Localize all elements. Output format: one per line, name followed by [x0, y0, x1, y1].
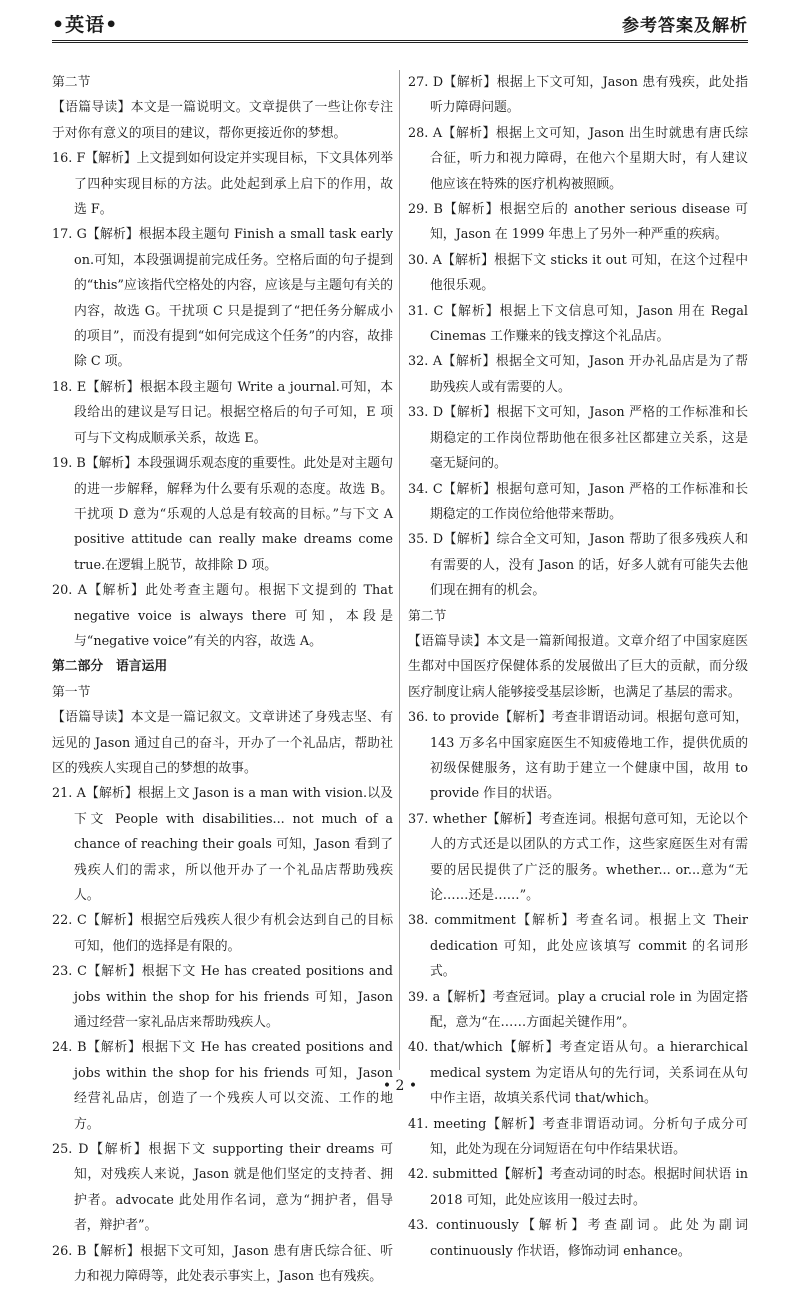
answer-item: 35. D【解析】综合全文可知，Jason 帮助了很多残疾人和有需要的人，没有 Jason 的话，好多人就有可能失去他们现在拥有的机会。: [408, 532, 748, 599]
answer-item: 42. submitted【解析】考查动词的时态。根据时间状语 in 2018 可知，此处应该用一般过去时。: [408, 1167, 748, 1208]
answer-item: 41. meeting【解析】考查非谓语动词。分析句子成分可知，此处为现在分词短语在句中作结果状语。: [408, 1116, 748, 1158]
header-title: 参考答案及解析: [622, 15, 748, 36]
answer-item: 27. D【解析】根据上下文可知，Jason 患有残疾，此处指听力障碍问题。: [408, 75, 748, 116]
subject-label: •英语•: [52, 13, 119, 36]
passage-guide: 【语篇导读】本文是一篇新闻报道。文章介绍了中国家庭医生都对中国医疗保健体系的发展做出了巨大的贡献，而分级医疗制度让病人能够接受基层诊断，也满足了基层的需求。: [408, 633, 748, 700]
answer-item: 32. A【解析】根据全文可知，Jason 开办礼品店是为了帮助残疾人或有需要的人。: [408, 354, 748, 395]
answer-item: 39. a【解析】考查冠词。play a crucial role in 为固定搭配，意为“在……方面起关键作用”。: [408, 989, 748, 1031]
answer-item: 17. G【解析】根据本段主题句 Finish a small task early on.可知，本段强调提前完成任务。空格后面的句子提到的“this”应该指代空格处的内容，应该是与主题句有关的内容，故选 G。干扰项 C 只是提到了“把任务分解成小的项目”，而没有提到“如何完成这个任务”的内容，故排除 C 项。: [52, 227, 393, 370]
page-number: • 2 •: [382, 1078, 418, 1094]
part-heading: 第二部分 语言运用: [52, 659, 168, 675]
section-heading: 第二节: [52, 75, 91, 90]
passage-guide: 【语篇导读】本文是一篇说明文。文章提供了一些让你专注于对你有意义的项目的建议，帮你更接近你的梦想。: [52, 100, 393, 141]
page-header: [52, 6, 748, 43]
answer-item: 40. that/which【解析】考查定语从句。a hierarchical medical system 为定语从句的先行词，关系词在从句中作主语，故填关系代词 that/which。: [408, 1040, 748, 1107]
section-heading: 第一节: [52, 684, 91, 700]
answer-item: 31. C【解析】根据上下文信息可知，Jason 用在 Regal Cinemas 工作赚来的钱支撑这个礼品店。: [408, 303, 748, 345]
answer-item: 33. D【解析】根据下文可知，Jason 严格的工作标准和长期稳定的工作岗位帮助他在很多社区都建立关系，这是毫无疑问的。: [408, 405, 748, 472]
answer-item: 38. commitment【解析】考查名词。根据上文 Their dedication 可知，此处应该填写 commit 的名词形式。: [408, 913, 748, 980]
answer-item: 24. B【解析】根据下文 He has created positions and jobs within the shop for his friends 可知，Jason 经营礼品店，创造了一个残疾人可以交流、工作的地方。: [52, 1040, 393, 1132]
answer-item: 34. C【解析】根据句意可知，Jason 严格的工作标准和长期稳定的工作岗位给他带来帮助。: [408, 481, 748, 522]
answer-item: 26. B【解析】根据下文可知，Jason 患有唐氏综合征、听力和视力障碍等，此处表示事实上，Jason 也有残疾。: [52, 1243, 393, 1285]
answer-item: 37. whether【解析】考查连词。根据句意可知，无论以个人的方式还是以团队的方式工作，这些家庭医生对有需要的居民提供了广泛的服务。whether... or...意为“无论……还是……”。: [408, 811, 748, 903]
passage-guide: 【语篇导读】本文是一篇记叙文。文章讲述了身残志坚、有远见的 Jason 通过自己的奋斗，开办了一个礼品店，帮助社区的残疾人实现自己的梦想的故事。: [52, 710, 393, 776]
answer-item: 18. E【解析】根据本段主题句 Write a journal.可知，本段给出的建议是写日记。根据空格后的句子可知，E 项可与下文构成顺承关系，故选 E。: [52, 379, 393, 446]
answer-item: 19. B【解析】本段强调乐观态度的重要性。此处是对主题句的进一步解释，解释为什么要有乐观的态度。故选 B。干扰项 D 意为“乐观的人总是有较高的目标。”与下文 A positive attitude can really make dreams come true.在逻辑上脱节，故排除 D 项。: [52, 456, 393, 573]
answer-item: 23. C【解析】根据下文 He has created positions and jobs within the shop for his friends 可知，Jason 通过经营一家礼品店来帮助残疾人。: [52, 964, 393, 1031]
answer-item: 22. C【解析】根据空后残疾人很少有机会达到自己的目标可知，他们的选择是有限的。: [52, 913, 393, 954]
answer-item: 28. A【解析】根据上文可知，Jason 出生时就患有唐氏综合征，听力和视力障碍，在他六个星期大时，有人建议他应该在特殊的医疗机构被照顾。: [408, 125, 748, 192]
answer-item: 21. A【解析】根据上文 Jason is a man with vision.以及下文 People with disabilities... not much of a chance of reaching their goals 可知，Jason 看到了残疾人们的需求，所以他开办了一个礼品店帮助残疾人。: [52, 786, 393, 903]
answer-item: 30. A【解析】根据下文 sticks it out 可知，在这个过程中他很乐观。: [408, 252, 748, 294]
answer-columns: [52, 70, 748, 1285]
answer-item: 43. continuously【解析】考查副词。此处为副词 continuously 作状语，修饰动词 enhance。: [408, 1218, 748, 1259]
answer-item: 20. A【解析】此处考查主题句。根据下文提到的 That negative voice is always there 可知，本段是与“negative voice”有关的内容，故选 A。: [52, 583, 393, 649]
answer-item: 36. to provide【解析】考查非谓语动词。根据句意可知，143 万多名中国家庭医生不知疲倦地工作，提供优质的初级保健服务，这有助于建立一个健康中国，故用 to provide 作目的状语。: [408, 710, 748, 802]
left-column: [52, 70, 400, 1285]
answer-item: 25. D【解析】根据下文 supporting their dreams 可知，对残疾人来说，Jason 就是他们坚定的支持者、拥护者。advocate 此处用作名词，意为“拥护者，倡导者，辩护者”。: [52, 1142, 393, 1234]
answer-item: 29. B【解析】根据空后的 another serious disease 可知，Jason 在 1999 年患上了另外一种严重的疾病。: [408, 202, 748, 243]
right-column: [400, 70, 748, 1259]
section-heading: 第二节: [408, 608, 447, 624]
answer-item: 16. F【解析】上文提到如何设定并实现目标，下文具体列举了四种实现目标的方法。此处起到承上启下的作用，故选 F。: [52, 151, 393, 218]
